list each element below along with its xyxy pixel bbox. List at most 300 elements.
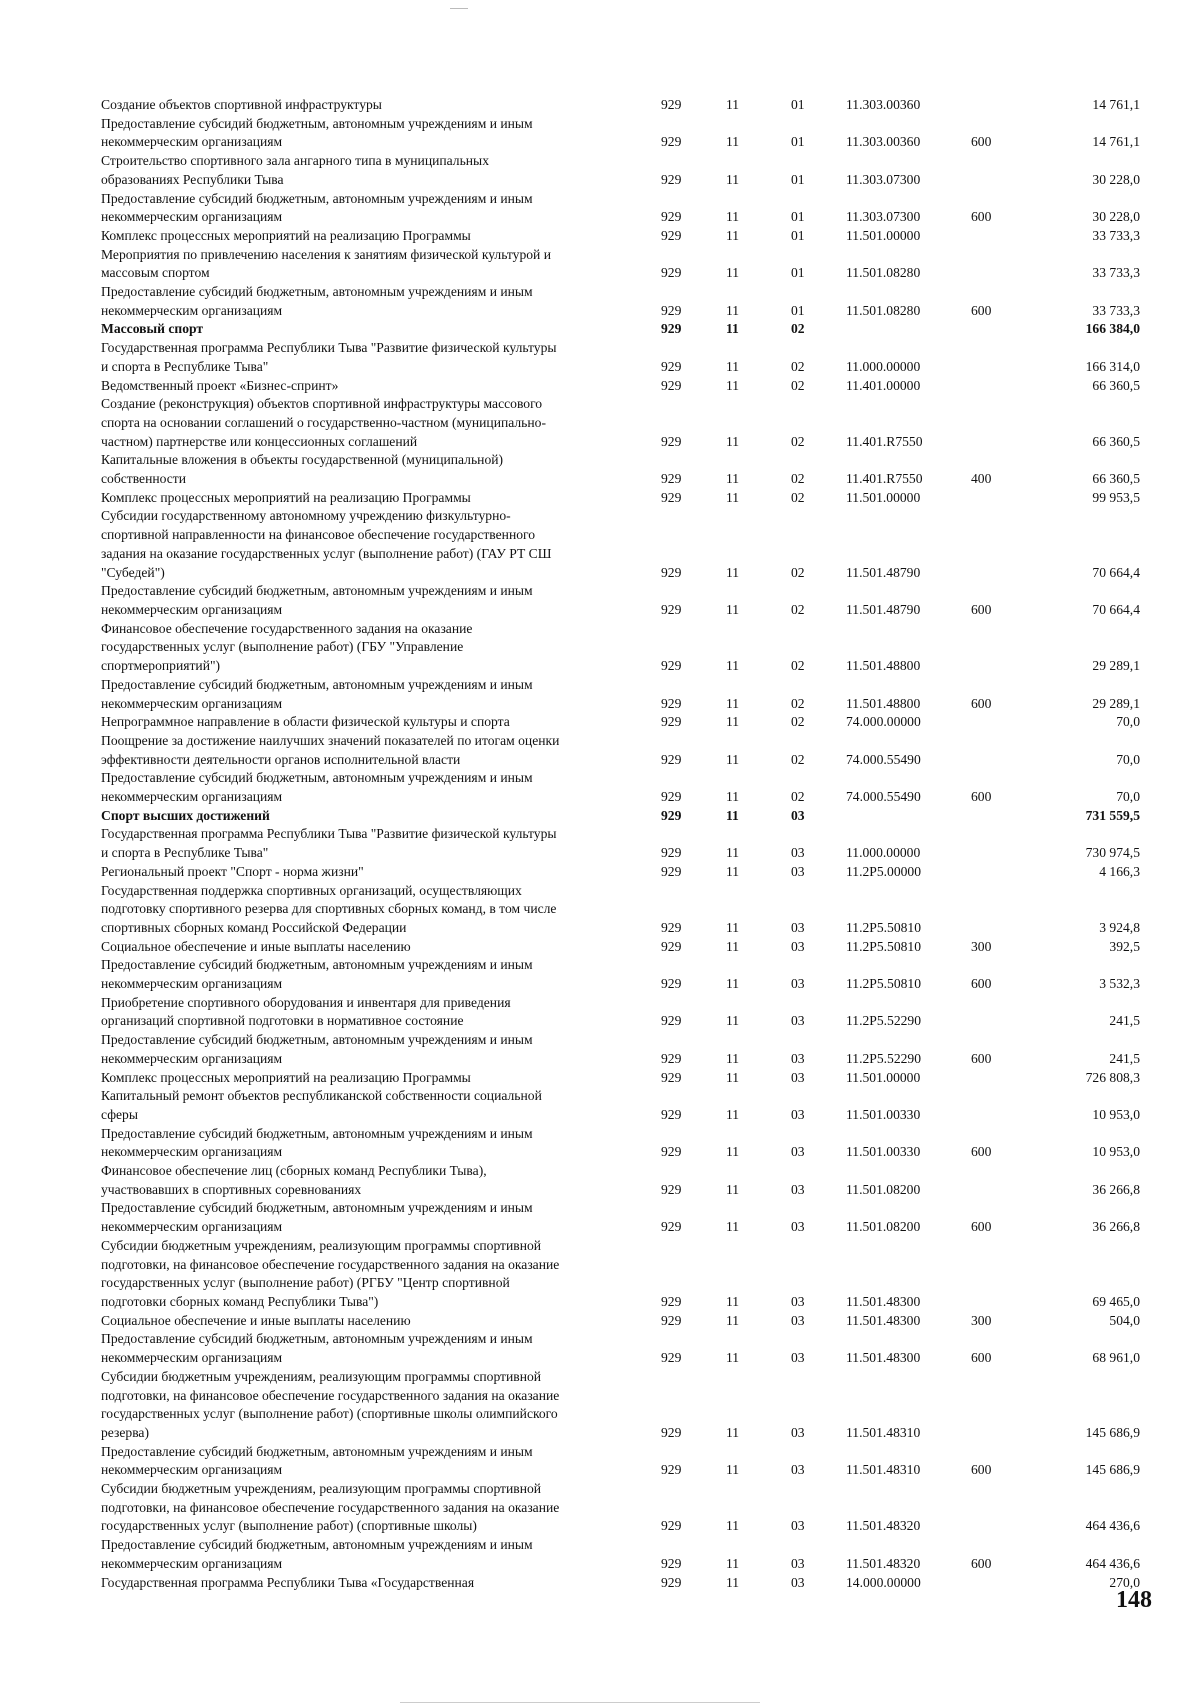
amount: 726 808,3 [1085,1069,1140,1085]
ministry-code: 929 [661,1350,682,1366]
ministry-code: 929 [661,1424,682,1440]
subsection-code: 02 [791,433,805,449]
row-name: Предоставление субсидий бюджетным, автономным учреждениям и иным некоммерческим организациям [101,583,533,617]
table-row [0,1162,1200,1199]
subsection-code: 03 [791,1518,805,1534]
table-row [0,395,1200,451]
ministry-code: 929 [661,471,682,487]
subsection-code: 03 [791,1574,805,1590]
section-code: 11 [726,209,740,225]
ministry-code: 929 [661,1312,682,1328]
table-row [0,1125,1200,1162]
section-code: 11 [726,1294,740,1309]
row-name: Ведомственный проект «Бизнес-спринт» [101,377,339,393]
table-row [0,1031,1200,1068]
section-code: 11 [726,227,740,243]
amount: 145 686,9 [1085,1424,1140,1440]
target-article-code: 11.401.R7550 [846,471,923,487]
amount: 392,5 [1109,938,1140,954]
amount: 166 314,0 [1085,358,1140,374]
section-code: 11 [726,1181,740,1197]
table-row [0,96,1200,115]
expense-type-code: 600 [971,134,992,150]
ministry-code: 929 [661,171,682,187]
row-name: Комплекс процессных мероприятий на реализацию Программы [101,227,471,243]
row-name: Предоставление субсидий бюджетным, автономным учреждениям и иным некоммерческим организациям [101,676,533,711]
expense-type-code: 600 [971,976,992,992]
subsection-code: 01 [791,265,805,281]
table-row [0,882,1200,938]
table-row [0,938,1200,957]
ministry-code: 929 [661,358,682,374]
section-code: 11 [726,471,740,487]
target-article-code: 11.501.48310 [846,1424,921,1440]
section-code: 11 [726,845,740,861]
section-code: 11 [726,302,740,318]
ministry-code: 929 [661,1574,682,1590]
amount: 4 166,3 [1099,863,1140,879]
subsection-code: 02 [791,751,805,767]
amount: 166 384,0 [1085,321,1140,337]
ministry-code: 929 [661,1555,682,1571]
ministry-code: 929 [661,564,682,580]
ministry-code: 929 [661,1294,682,1309]
amount: 36 266,8 [1092,1219,1140,1235]
amount: 70,0 [1116,714,1140,730]
amount: 30 228,0 [1092,171,1140,187]
table-row [0,1330,1200,1367]
target-article-code: 11.2P5.00000 [846,863,922,879]
table-row [0,320,1200,339]
subsection-code: 03 [791,938,805,954]
amount: 70 664,4 [1092,564,1140,580]
table-row [0,620,1200,676]
amount: 730 974,5 [1085,845,1140,861]
table-row [0,227,1200,246]
ministry-code: 929 [661,134,682,150]
row-name: Предоставление субсидий бюджетным, автономным учреждениям и иным некоммерческим организациям [101,1200,533,1235]
table-row [0,489,1200,508]
row-name: Непрограммное направление в области физической культуры и спорта [101,714,510,730]
amount: 270,0 [1109,1574,1140,1590]
row-name: Комплекс процессных мероприятий на реализацию Программы [101,1069,471,1085]
table-row [0,732,1200,769]
subsection-code: 02 [791,714,805,730]
table-row [0,507,1200,582]
amount: 70 664,4 [1092,601,1140,617]
amount: 33 733,3 [1092,227,1140,243]
table-row [0,246,1200,283]
ministry-code: 929 [661,1518,682,1534]
expense-type-code: 600 [971,1462,992,1478]
section-code: 11 [726,1462,740,1478]
target-article-code: 11.2P5.52290 [846,1050,922,1066]
ministry-code: 929 [661,601,682,617]
table-row [0,769,1200,806]
row-name: Комплекс процессных мероприятий на реализацию Программы [101,489,471,505]
amount: 241,5 [1109,1050,1140,1066]
amount: 36 266,8 [1092,1181,1140,1197]
ministry-code: 929 [661,302,682,318]
page-number: 148 [1116,1587,1152,1613]
table-row [0,676,1200,713]
row-name: Предоставление субсидий бюджетным, автономным учреждениям и иным некоммерческим организациям [101,957,533,992]
table-row [0,451,1200,488]
ministry-code: 929 [661,489,682,505]
amount: 66 360,5 [1092,471,1140,487]
target-article-code: 11.000.00000 [846,358,921,374]
target-article-code: 11.501.00330 [846,1144,921,1160]
section-code: 11 [726,171,740,187]
amount: 145 686,9 [1085,1462,1140,1478]
row-name: Государственная поддержка спортивных организаций, осуществляющих подготовку спортивного резерва для спортивных сборных команд, в том числе спортивных сборных команд Российской Федерации [101,882,557,935]
ministry-code: 929 [661,1181,682,1197]
row-name: Строительство спортивного зала ангарного типа в муниципальных образованиях Республики Тыва [101,153,489,187]
table-row [0,807,1200,826]
target-article-code: 11.501.48800 [846,695,921,711]
target-article-code: 11.501.00000 [846,227,921,243]
expense-type-code: 600 [971,1555,992,1571]
scan-edge-line [400,1702,760,1703]
expense-type-code: 600 [971,789,992,805]
ministry-code: 929 [661,321,682,337]
target-article-code: 11.2P5.50810 [846,919,922,935]
ministry-code: 929 [661,863,682,879]
expense-type-code: 600 [971,601,992,617]
subsection-code: 01 [791,227,805,243]
amount: 70,0 [1116,751,1140,767]
amount: 464 436,6 [1085,1555,1140,1571]
subsection-code: 02 [791,601,805,617]
subsection-code: 03 [791,1144,805,1160]
target-article-code: 11.501.48300 [846,1350,921,1366]
subsection-code: 02 [791,489,805,505]
row-name: Предоставление субсидий бюджетным, автономным учреждениям и иным некоммерческим организациям [101,1125,533,1160]
target-article-code: 11.501.48800 [846,658,921,674]
target-article-code: 11.2P5.50810 [846,976,922,992]
section-code: 11 [726,433,740,449]
table-row [0,1237,1200,1312]
target-article-code: 11.501.48790 [846,564,921,580]
subsection-code: 03 [791,1013,805,1029]
section-code: 11 [726,919,740,935]
table-row [0,713,1200,732]
target-article-code: 11.401.R7550 [846,433,923,449]
ministry-code: 929 [661,938,682,954]
target-article-code: 11.303.07300 [846,171,921,187]
amount: 99 953,5 [1092,489,1140,505]
amount: 464 436,6 [1085,1518,1140,1534]
table-row [0,1368,1200,1443]
ministry-code: 929 [661,209,682,225]
amount: 731 559,5 [1085,807,1140,823]
subsection-code: 03 [791,919,805,935]
table-row [0,190,1200,227]
subsection-code: 03 [791,863,805,879]
section-code: 11 [726,321,739,337]
section-code: 11 [726,1424,740,1440]
expense-type-code: 600 [971,302,992,318]
section-code: 11 [726,1069,740,1085]
row-name: Мероприятия по привлечению населения к занятиям физической культурой и массовым спортом [101,246,551,281]
row-name: Предоставление субсидий бюджетным, автономным учреждениям и иным некоммерческим организациям [101,115,533,150]
section-code: 11 [726,1050,740,1066]
ministry-code: 929 [661,714,682,730]
subsection-code: 01 [791,171,805,187]
expense-type-code: 600 [971,1050,992,1066]
target-article-code: 11.501.48320 [846,1555,921,1571]
table-row [0,863,1200,882]
amount: 3 924,8 [1099,919,1140,935]
ministry-code: 929 [661,1219,682,1235]
subsection-code: 01 [791,209,805,225]
amount: 14 761,1 [1092,134,1140,150]
amount: 14 761,1 [1092,97,1140,112]
section-code: 11 [726,807,739,823]
expense-type-code: 600 [971,1350,992,1366]
table-row [0,582,1200,619]
subsection-code: 01 [791,134,805,150]
ministry-code: 929 [661,1144,682,1160]
section-code: 11 [726,265,740,281]
table-row [0,339,1200,376]
amount: 69 465,0 [1092,1294,1140,1309]
row-name: Массовый спорт [101,321,204,337]
section-code: 11 [726,1312,740,1328]
target-article-code: 11.501.48790 [846,601,921,617]
expense-type-code: 400 [971,471,992,487]
ministry-code: 929 [661,433,682,449]
row-name: Предоставление субсидий бюджетным, автономным учреждениям и иным некоммерческим организациям [101,1331,533,1366]
section-code: 11 [726,976,740,992]
section-code: 11 [726,1350,740,1366]
table-row [0,1312,1200,1331]
table-row [0,956,1200,993]
target-article-code: 74.000.55490 [846,751,921,767]
row-name: Создание объектов спортивной инфраструктуры [101,97,382,112]
amount: 33 733,3 [1092,302,1140,318]
amount: 66 360,5 [1092,433,1140,449]
section-code: 11 [726,695,740,711]
row-name: Субсидии бюджетным учреждениям, реализующим программы спортивной подготовки, на финансовое обеспечение государственного задания на оказание государственных услуг (выполнение работ) (спортивные школы олимпийского резерва) [101,1368,560,1440]
subsection-code: 02 [791,789,805,805]
ministry-code: 929 [661,1013,682,1029]
target-article-code: 11.501.08200 [846,1181,921,1197]
section-code: 11 [726,789,740,805]
section-code: 11 [726,714,740,730]
ministry-code: 929 [661,807,682,823]
row-name: Предоставление субсидий бюджетным, автономным учреждениям и иным некоммерческим организациям [101,1443,533,1478]
subsection-code: 03 [791,1350,805,1366]
row-name: Финансовое обеспечение государственного задания на оказание государственных услуг (выполнение работ) (ГБУ "Управление спортмероприятий") [101,620,473,674]
subsection-code: 02 [791,695,805,711]
row-name: Предоставление субсидий бюджетным, автономным учреждениям и иным некоммерческим организациям [101,190,533,225]
target-article-code: 11.401.00000 [846,377,921,393]
amount: 10 953,0 [1092,1106,1140,1122]
row-name: Спорт высших достижений [101,807,270,823]
section-code: 11 [726,1013,740,1029]
subsection-code: 01 [791,97,805,112]
section-code: 11 [726,1574,740,1590]
amount: 504,0 [1109,1312,1140,1328]
section-code: 11 [726,377,740,393]
section-code: 11 [726,97,740,112]
budget-table [0,96,1200,1592]
ministry-code: 929 [661,789,682,805]
expense-type-code: 600 [971,1219,992,1235]
target-article-code: 11.303.07300 [846,209,921,225]
subsection-code: 03 [791,1181,805,1197]
ministry-code: 929 [661,227,682,243]
ministry-code: 929 [661,1069,682,1085]
row-name: Предоставление субсидий бюджетным, автономным учреждениям и иным некоммерческим организациям [101,1537,533,1571]
ministry-code: 929 [661,919,682,935]
subsection-code: 02 [791,321,805,337]
section-code: 11 [726,863,740,879]
row-name: Субсидии бюджетным учреждениям, реализующим программы спортивной подготовки, на финансовое обеспечение государственного задания на оказание государственных услуг (выполнение работ) (РГБУ "Центр спортивной подготовки сборных команд Республики Тыва") [101,1237,560,1309]
subsection-code: 03 [791,1219,805,1235]
section-code: 11 [726,134,740,150]
row-name: Создание (реконструкция) объектов спортивной инфраструктуры массового спорта на основании соглашений о государственно-частном (муниципально- частном) партнерстве или концессионных соглашений [101,396,546,449]
table-row [0,1069,1200,1088]
subsection-code: 03 [791,845,805,861]
subsection-code: 03 [791,1069,805,1085]
amount: 68 961,0 [1092,1350,1140,1366]
expense-type-code: 600 [971,695,992,711]
target-article-code: 11.501.48310 [846,1462,921,1478]
section-code: 11 [726,1219,740,1235]
section-code: 11 [726,938,740,954]
amount: 3 532,3 [1099,976,1140,992]
section-code: 11 [726,1144,740,1160]
expense-type-code: 300 [971,1312,992,1328]
target-article-code: 74.000.55490 [846,789,921,805]
target-article-code: 11.501.08280 [846,302,921,318]
row-name: Предоставление субсидий бюджетным, автономным учреждениям и иным некоммерческим организациям [101,284,533,318]
target-article-code: 11.501.00000 [846,489,921,505]
target-article-code: 11.2P5.52290 [846,1013,922,1029]
section-code: 11 [726,1518,740,1534]
section-code: 11 [726,358,740,374]
row-name: Социальное обеспечение и иные выплаты населению [101,1312,411,1328]
ministry-code: 929 [661,265,682,281]
ministry-code: 929 [661,751,682,767]
row-name: Социальное обеспечение и иные выплаты населению [101,938,411,954]
table-row [0,115,1200,152]
amount: 29 289,1 [1092,695,1140,711]
section-code: 11 [726,564,740,580]
section-code: 11 [726,601,740,617]
amount: 29 289,1 [1092,658,1140,674]
row-name: Поощрение за достижение наилучших значений показателей по итогам оценки эффективности деятельности органов исполнительной власти [101,732,560,767]
target-article-code: 11.501.00330 [846,1106,921,1122]
table-row [0,152,1200,189]
subsection-code: 02 [791,358,805,374]
subsection-code: 03 [791,1106,805,1122]
subsection-code: 03 [791,1050,805,1066]
subsection-code: 03 [791,1555,805,1571]
table-row [0,1443,1200,1480]
table-row [0,825,1200,862]
target-article-code: 11.303.00360 [846,134,921,150]
target-article-code: 11.2P5.50810 [846,938,922,954]
amount: 33 733,3 [1092,265,1140,281]
scan-mark [450,8,468,9]
target-article-code: 11.501.48300 [846,1312,921,1328]
section-code: 11 [726,489,740,505]
subsection-code: 02 [791,564,805,580]
section-code: 11 [726,1106,740,1122]
target-article-code: 11.000.00000 [846,845,921,861]
row-name: Региональный проект "Спорт - норма жизни" [101,863,364,879]
ministry-code: 929 [661,976,682,992]
subsection-code: 03 [791,1294,805,1309]
row-name: Предоставление субсидий бюджетным, автономным учреждениям и иным некоммерческим организациям [101,1032,533,1066]
ministry-code: 929 [661,1050,682,1066]
amount: 241,5 [1109,1013,1140,1029]
subsection-code: 03 [791,807,805,823]
row-name: Субсидии бюджетным учреждениям, реализующим программы спортивной подготовки, на финансовое обеспечение государственного задания на оказание государственных услуг (выполнение работ) (спортивные школы) [101,1481,560,1534]
amount: 30 228,0 [1092,209,1140,225]
section-code: 11 [726,1555,740,1571]
subsection-code: 03 [791,1424,805,1440]
row-name: Государственная программа Республики Тыва «Государственная [101,1574,475,1590]
target-article-code: 11.501.08200 [846,1219,921,1235]
target-article-code: 11.303.00360 [846,97,921,112]
table-row [0,377,1200,396]
ministry-code: 929 [661,1106,682,1122]
ministry-code: 929 [661,1462,682,1478]
ministry-code: 929 [661,845,682,861]
target-article-code: 11.501.48320 [846,1518,921,1534]
subsection-code: 02 [791,658,805,674]
row-name: Приобретение спортивного оборудования и инвентаря для приведения организаций спортивной подготовки в нормативное состояние [101,994,511,1029]
ministry-code: 929 [661,97,682,112]
row-name: Капитальные вложения в объекты государственной (муниципальной) собственности [101,452,504,487]
amount: 70,0 [1116,789,1140,805]
ministry-code: 929 [661,377,682,393]
target-article-code: 11.501.00000 [846,1069,921,1085]
ministry-code: 929 [661,658,682,674]
section-code: 11 [726,751,740,767]
subsection-code: 03 [791,1312,805,1328]
target-article-code: 14.000.00000 [846,1574,921,1590]
row-name: Финансовое обеспечение лиц (сборных команд Республики Тыва), участвовавших в спортивных соревнованиях [101,1163,487,1197]
expense-type-code: 300 [971,938,992,954]
row-name: Предоставление субсидий бюджетным, автономным учреждениям и иным некоммерческим организациям [101,770,533,805]
amount: 66 360,5 [1092,377,1140,393]
table-row [0,994,1200,1031]
expense-type-code: 600 [971,1144,992,1160]
table-row [0,1536,1200,1573]
target-article-code: 11.501.08280 [846,265,921,281]
target-article-code: 11.501.48300 [846,1294,921,1309]
expense-type-code: 600 [971,209,992,225]
target-article-code: 74.000.00000 [846,714,921,730]
subsection-code: 03 [791,976,805,992]
row-name: Капитальный ремонт объектов республиканской собственности социальной сферы [101,1088,542,1122]
amount: 10 953,0 [1092,1144,1140,1160]
table-row [0,1480,1200,1536]
ministry-code: 929 [661,695,682,711]
subsection-code: 02 [791,471,805,487]
section-code: 11 [726,658,740,674]
subsection-code: 01 [791,302,805,318]
table-row [0,1087,1200,1124]
row-name: Государственная программа Республики Тыва "Развитие физической культуры и спорта в Республике Тыва" [101,340,557,374]
table-row [0,1199,1200,1236]
row-name: Субсидии государственному автономному учреждению физкультурно- спортивной направленности на финансовое обеспечение государственного задания на оказание государственных услуг (выполнение работ) (ГАУ РТ СШ "Субедей") [101,508,552,580]
